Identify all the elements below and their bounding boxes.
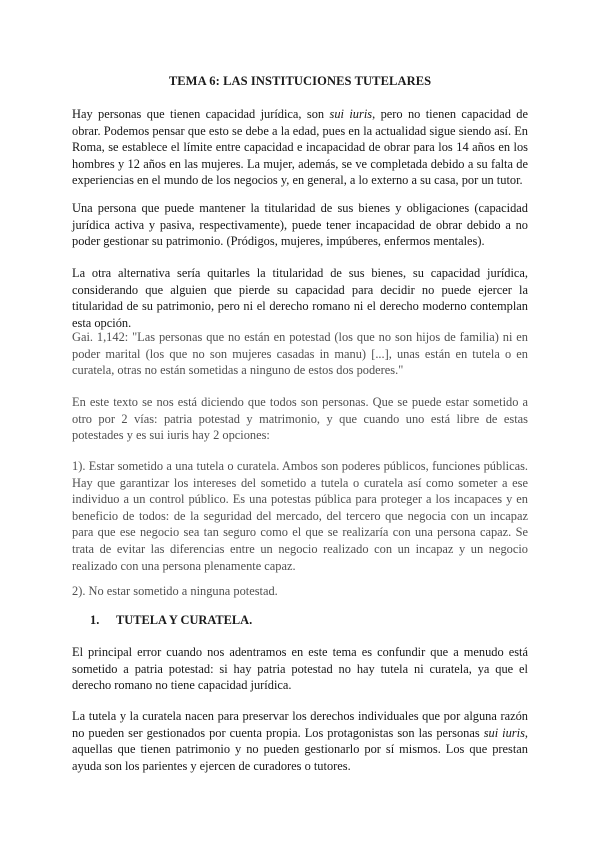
paragraph-gaius-quote: Gai. 1,142: "Las personas que no están en potestad (los que no son hijos de familia) ni en poder marital (los que no son mujeres casadas in manu) [...], unas están en tutela o en curatela, otras no están sometidas a ninguno de estos dos poderes." [72, 330, 528, 378]
paragraph-purpose [72, 708, 528, 774]
section-title: TUTELA Y CURATELA. [116, 613, 253, 627]
paragraph-common-error: El principal error cuando nos adentramos en este tema es confundir que a menudo está sometido a patria potestad: si hay patria potestad no hay tutela ni curatela, ya que el derecho romano no tiene capacidad jurídica. [72, 645, 528, 693]
paragraph-option-two: 2). No estar sometido a ninguna potestad. [72, 584, 278, 598]
italic-term: sui iuris [329, 107, 373, 121]
paragraph-alternative: La otra alternativa sería quitarles la titularidad de sus bienes, su capacidad jurídica, considerando que alguien que pierde su capacidad para decidir no puede ejercer la titularidad de su patrimonio, pero ni el derecho romano ni el derecho moderno contemplan esta opción. [72, 266, 528, 330]
paragraph-text: , pero no tienen capacidad de obrar. Podemos pensar que esto se debe a la edad, pues en la actualidad sigue siendo así. En Roma, se establece el límite entre capacidad e incapacidad de obrar para los 14 años en los hombres y 12 años en las mujeres. La mujer, además, se ve completada debido a su falta de experiencias en el mundo de los negocios y, en general, a lo externo a su casa, por un tutor. [72, 107, 528, 188]
paragraph-text: Hay personas que tienen capacidad jurídica, son [72, 107, 330, 121]
paragraph-text: , aquellas que tienen patrimonio y no pueden gestionarlo por sí mismos. Los que prestan ayuda son los parientes y ejercen de curadores o tutores. [72, 725, 528, 773]
paragraph-capacity-intro [72, 106, 528, 189]
paragraph-text-explanation: En este texto se nos está diciendo que todos son personas. Que se puede estar sometido a otro por 2 vías: patria potestad y matrimonio, y que cuando uno está libre de estas potestades y es sui iuris hay 2 opciones: [72, 395, 528, 443]
paragraph-option-one: 1). Estar sometido a una tutela o curatela. Ambos son poderes públicos, funciones públicas. Hay que garantizar los intereses del sometido a tutela o curatela así como someter a ese individuo a un control público. Es una potestas pública para proteger a los incapaces y en beneficio de todos: de la seguridad del mercado, del tercero que negocia con un incapaz para que ese negocio sea tan seguro como el que se realizaría con una persona capaz. Se trata de evitar las diferencias entre un negocio realizado con un incapaz y un negocio realizado con una persona plenamente capaz. [72, 459, 528, 573]
italic-term: sui iuris [483, 725, 525, 740]
paragraph-titularity: Una persona que puede mantener la titularidad de sus bienes y obligaciones (capacidad jurídica activa y pasiva, respectivamente), puede tener incapacidad de obrar debido a no poder gestionar su patrimonio. (Pródigos, mujeres, impúberes, enfermos mentales). [72, 201, 528, 249]
document-title: TEMA 6: LAS INSTITUCIONES TUTELARES [168, 74, 432, 88]
section-heading [90, 613, 252, 628]
paragraph-text: La tutela y la curatela nacen para preservar los derechos individuales que por alguna razón no pueden ser gestionados por cuenta propia. Los protagonistas son las personas [72, 709, 528, 740]
section-number: 1. [90, 613, 100, 627]
